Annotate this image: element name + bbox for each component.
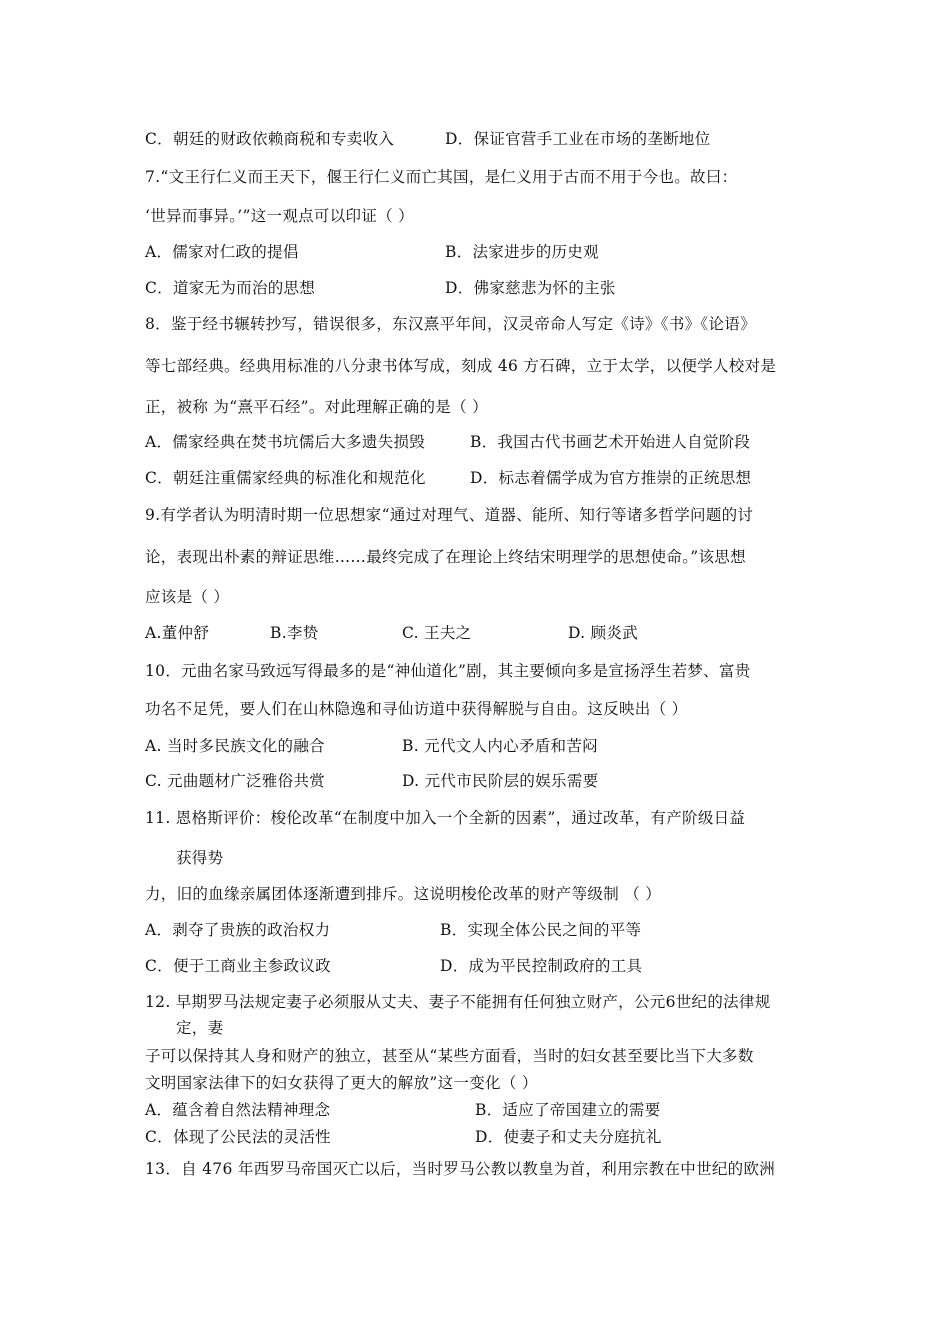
q6-option-d: D．保证官营手工业在市场的垄断地位 bbox=[445, 130, 711, 148]
q9-option-b: B.李贽 bbox=[270, 624, 319, 642]
q9-option-c: C. 王夫之 bbox=[402, 624, 472, 642]
q12-option-d: D．使妻子和丈夫分庭抗礼 bbox=[475, 1128, 662, 1146]
q11-stem-line2: 力，旧的血缘亲属团体逐渐遭到排斥。这说明梭伦改革的财产等级制 （ ） bbox=[145, 885, 662, 903]
q9-option-a: A.董仲舒 bbox=[145, 624, 210, 642]
q13-stem-line1: 13．自 476 年西罗马帝国灭亡以后，当时罗马公教以教皇为首，利用宗教在中世纪的欧洲 bbox=[145, 1160, 776, 1178]
q6-option-c: C．朝廷的财政依赖商税和专卖收入 bbox=[145, 130, 395, 148]
q11-option-a: A．剥夺了贵族的政治权力 bbox=[145, 921, 331, 939]
q9-option-d: D. 顾炎武 bbox=[568, 624, 639, 642]
q7-stem-line1: 7.“文王行仁义而王天下，偃王行仁义而亡其国，是仁义用于古而不用于今也。故曰： bbox=[145, 168, 738, 186]
q12-option-a: A．蕴含着自然法精神理念 bbox=[145, 1101, 331, 1119]
q11-stem-line1: 11. 恩格斯评价：梭伦改革“在制度中加入一个全新的因素”，通过改革，有产阶级日益 bbox=[145, 809, 746, 827]
q10-option-c: C. 元曲题材广泛雅俗共赏 bbox=[145, 772, 326, 790]
q8-option-a: A．儒家经典在焚书坑儒后大多遗失损毁 bbox=[145, 433, 426, 451]
q8-option-d: D．标志着儒学成为官方推崇的正统思想 bbox=[470, 469, 752, 487]
q10-stem-line1: 10．元曲名家马致远写得最多的是“神仙道化”剧，其主要倾向多是宣扬浮生若梦、富贵 bbox=[145, 662, 751, 680]
q12-stem-line3: 文明国家法律下的妇女获得了更大的解放”这一变化（ ） bbox=[145, 1074, 538, 1092]
q8-stem-line2: 等七部经典。经典用标准的八分隶书体写成，刻成 46 方石碑，立于太学，以便学人校对是 bbox=[145, 357, 777, 375]
q8-stem-line3: 正，被称 为“熹平石经”。对此理解正确的是（ ） bbox=[145, 398, 488, 416]
q9-stem-line1: 9.有学者认为明清时期一位思想家“通过对理气、道器、能所、知行等诸多哲学问题的讨 bbox=[145, 506, 754, 524]
q12-stem-line1-wrap: 定，妻 bbox=[176, 1019, 224, 1037]
q7-option-b: B．法家进步的历史观 bbox=[445, 243, 599, 261]
q7-option-d: D．佛家慈悲为怀的主张 bbox=[445, 279, 616, 297]
q12-option-c: C．体现了公民法的灵活性 bbox=[145, 1128, 331, 1146]
q7-option-a: A．儒家对仁政的提倡 bbox=[145, 243, 299, 261]
q8-option-b: B．我国古代书画艺术开始进人自觉阶段 bbox=[470, 433, 751, 451]
q7-stem-line2: ‘世异而事异。’”这一观点可以印证（ ） bbox=[145, 207, 414, 225]
q8-option-c: C．朝廷注重儒家经典的标准化和规范化 bbox=[145, 469, 426, 487]
q8-stem-line1: 8．鉴于经书辗转抄写，错误很多，东汉熹平年间，汉灵帝命人写定《诗》《书》《论语》 bbox=[145, 315, 756, 333]
q12-option-b: B．适应了帝国建立的需要 bbox=[475, 1101, 661, 1119]
q11-option-b: B．实现全体公民之间的平等 bbox=[440, 921, 642, 939]
q9-stem-line3: 应该是（ ） bbox=[145, 588, 230, 606]
q12-stem-line2: 子可以保持其人身和财产的独立，甚至从“某些方面看，当时的妇女甚至要比当下大多数 bbox=[145, 1047, 754, 1065]
q12-stem-line1: 12. 早期罗马法规定妻子必须服从丈夫、妻子不能拥有任何独立财产，公元6世纪的法律规 bbox=[145, 993, 771, 1011]
q10-stem-line2: 功名不足凭，要人们在山林隐逸和寻仙访道中获得解脱与自由。这反映出（ ） bbox=[145, 700, 688, 718]
q11-stem-line1-wrap: 获得势 bbox=[176, 849, 224, 867]
q10-option-a: A. 当时多民族文化的融合 bbox=[145, 737, 325, 755]
q11-option-d: D．成为平民控制政府的工具 bbox=[440, 957, 643, 975]
q11-option-c: C．便于工商业主参政议政 bbox=[145, 957, 331, 975]
q10-option-d: D. 元代市民阶层的娱乐需要 bbox=[402, 772, 599, 790]
q7-option-c: C．道家无为而治的思想 bbox=[145, 279, 316, 297]
q9-stem-line2: 论，表现出朴素的辩证思维……最终完成了在理论上终结宋明理学的思想使命。”该思想 bbox=[145, 548, 746, 566]
q10-option-b: B. 元代文人内心矛盾和苦闷 bbox=[402, 737, 598, 755]
